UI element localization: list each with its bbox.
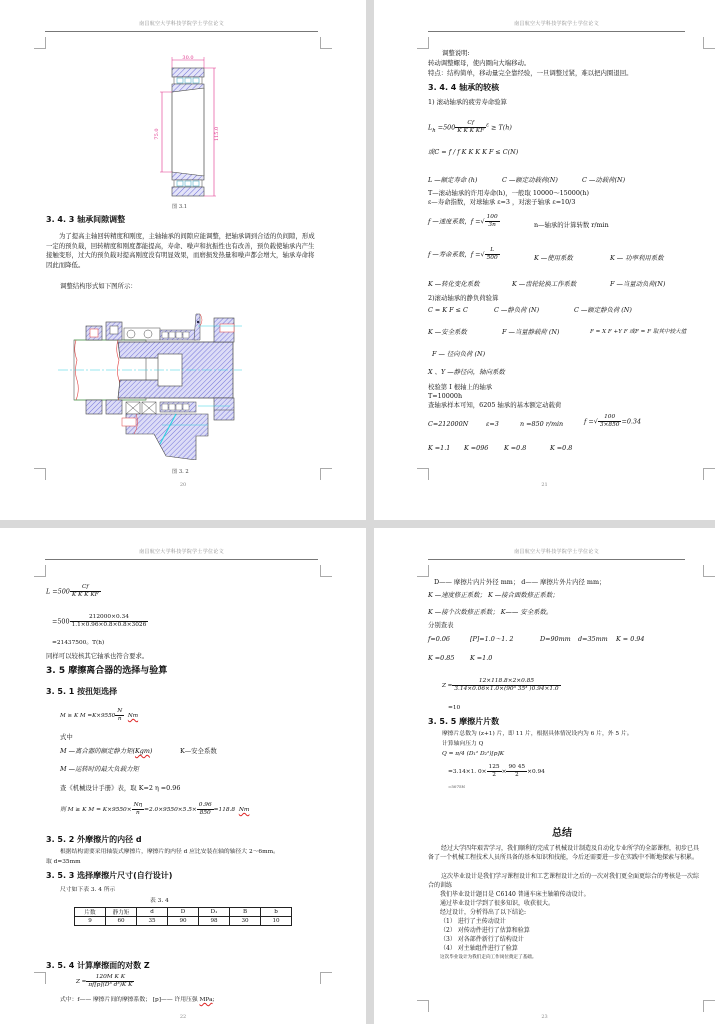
page-header: 南昌航空大学科技学院学士学位论文 bbox=[428, 20, 685, 32]
formula-Z: Z = $\frac{\text{120M K K}}{\text{πf[p](D³ d³)K K}}$ bbox=[76, 974, 133, 988]
summary-paragraph: 这次毕业设计是我们学习课程设计和工艺课程设计之后的一次对我们更全面更综合的考核是一次综合的训练 bbox=[428, 873, 700, 889]
formula-Mj: M ≥ K M =K×9550 $\frac{N}{n}$ Nm bbox=[60, 708, 139, 722]
table-header-cell: 片数 bbox=[75, 908, 106, 917]
def-F: F —当量动负荷(N) bbox=[610, 280, 666, 288]
def-Mjmax: M —运转时的最大负载力矩 bbox=[60, 765, 139, 773]
value-D: D=90mm bbox=[540, 635, 571, 643]
paragraph: 根据结构需要采用轴装式摩擦片，摩擦片的内径 d 应比安装在轴的轴径大 2～6mm。 bbox=[60, 849, 279, 855]
document-page-20 bbox=[0, 0, 366, 520]
formula-Q-result: =5075N bbox=[448, 784, 466, 789]
summary-line: 这次毕业设计为我们走向工作岗位奠定了基础。 bbox=[440, 955, 537, 960]
value-p: [P]=1.0～1. 2 bbox=[470, 635, 514, 643]
table-cell: 10 bbox=[261, 917, 292, 926]
crop-mark-top-left bbox=[417, 565, 429, 577]
def-Fr: F — 径向负荷 (N) bbox=[432, 350, 486, 358]
def-Kzp: K — 功率利用系数 bbox=[610, 254, 664, 262]
crop-mark-bottom-right bbox=[703, 468, 715, 480]
text-line: 尺寸如下表 3. 4 所示 bbox=[60, 887, 116, 893]
dimension-label-75: 75.0 bbox=[154, 128, 160, 140]
conclusion-item: （4） 对主轴组件进行了验算 bbox=[440, 945, 518, 952]
value-KA: K =1.1 bbox=[428, 444, 451, 452]
def-Mj: M —离合器的额定静力矩(Kgm) bbox=[60, 747, 153, 755]
table-header-cell: D₁ bbox=[199, 908, 230, 917]
formula-Lh: $L_h =500$ $\frac{Cf}{\text{K K K KF}}$ $^\varepsilon$ ≥ T(h) bbox=[428, 120, 512, 134]
text-line: 转动调整螺母，使内圈向大端移动。 bbox=[428, 59, 531, 67]
value-Kzp: K =0.8 bbox=[504, 444, 527, 452]
text-line: 特点：结构简单，移动量完全靠经验，一旦调整过紧，难以把内圈退回。 bbox=[428, 69, 633, 77]
formula-Q-calc: =3.14×1. 0× $\frac{125}{2}$ × $\frac{90 45}{2}$ ×0.94 bbox=[448, 764, 545, 778]
page-header: 南昌航空大学科技学院学士学位论文 bbox=[428, 548, 685, 560]
crop-mark-top-left bbox=[34, 565, 46, 577]
value-d: d=35mm bbox=[578, 635, 608, 643]
summary-line: 通过毕业设计学到了很多知识，收获很大。 bbox=[440, 900, 555, 907]
spindle-assembly-figure bbox=[58, 310, 242, 460]
page-number: 20 bbox=[179, 482, 187, 488]
summary-paragraph: 经过大学四年艰苦学习，我们顺利的完成了机械设计制造及自动化专业所学的全部课程，初步已具备了一个机械工程技术人员所具备的基本知识和技能，今后还需要进一步在实践中不断地探索与积累。 bbox=[428, 845, 700, 861]
def-C: C —额定动载荷(N) bbox=[502, 176, 558, 184]
section-heading: 3. 4. 3 轴承间隙调整 bbox=[46, 215, 126, 224]
conclusion-item: （2） 对传动件进行了估算和验算 bbox=[440, 927, 530, 934]
document-page-23 bbox=[374, 528, 715, 1024]
value-f: f=0.06 bbox=[428, 635, 450, 643]
crop-mark-top-right bbox=[703, 565, 715, 577]
value-fn: f =√ $\frac{100}{3\times 850}$ =0.34 bbox=[584, 414, 642, 428]
table-caption: 表 3. 4 bbox=[150, 898, 169, 904]
def-C0j: C —静负荷 (N) bbox=[494, 306, 540, 314]
page-number: 22 bbox=[179, 1014, 187, 1020]
formula-Mj-calc: 则 M ≥ K M = K×9550× $\frac{N\eta}{n}$ =2.0×9550×5.5× $\frac{0.96}{850}$ =118.8 Nm bbox=[60, 802, 250, 816]
conclusion-item: （3） 对各部件新行了结构设计 bbox=[440, 936, 524, 943]
figure-caption: 图 3.1 bbox=[172, 204, 188, 210]
conclusion-item: （1） 进行了主传动设计 bbox=[440, 918, 506, 925]
def-Ks: K —安全系数 bbox=[428, 328, 467, 336]
def-C0: C —额定静负荷 (N) bbox=[574, 306, 632, 314]
def-n: n—轴承的计算转数 r/min bbox=[534, 221, 609, 229]
dimension-label-30: 30.0 bbox=[182, 55, 194, 61]
formula-Lh-calc: =500 $\frac{212000\times 0.34}{1.1\times 0.96\times 0.8\times 0.8\times 3026}$ bbox=[52, 614, 147, 628]
section-heading: 3. 5. 4 计算摩擦面的对数 Z bbox=[46, 961, 150, 970]
section-heading: 3. 5. 5 摩擦片片数 bbox=[428, 717, 500, 726]
bearing-section-figure bbox=[150, 52, 230, 202]
section-heading: 3. 5 摩擦离合器的选择与验算 bbox=[46, 666, 168, 676]
formula-Z-result: =10 bbox=[448, 705, 461, 711]
crop-mark-bottom-left bbox=[417, 1000, 429, 1012]
paragraph: 调整结构形式如下图所示： bbox=[60, 282, 137, 290]
table-header-cell: D bbox=[168, 908, 199, 917]
crop-mark-bottom-left bbox=[34, 972, 46, 984]
crop-mark-top-left bbox=[34, 37, 46, 49]
text-line: T=10000h bbox=[428, 392, 463, 400]
def-fn: f —速度系数，f =√ $\frac{100}{3n}$ bbox=[428, 214, 498, 228]
crop-mark-bottom-right bbox=[703, 1000, 715, 1012]
crop-mark-bottom-left bbox=[417, 468, 429, 480]
figure-caption: 图 3. 2 bbox=[172, 469, 189, 475]
crop-mark-top-left bbox=[417, 37, 429, 49]
section-heading: 3. 5. 3 选择摩擦片尺寸(自行设计) bbox=[46, 871, 173, 880]
crop-mark-bottom-right bbox=[320, 468, 332, 480]
value-Kz: K =0.85 bbox=[428, 654, 455, 662]
def-Km: K —接个次数修正系数； K—— 安全系数。 bbox=[428, 608, 553, 616]
table-header-cell: b bbox=[261, 908, 292, 917]
friction-plate-table bbox=[74, 907, 292, 926]
value-epsilon: ε=3 bbox=[486, 420, 499, 428]
list-item: 1) 滚动轴承的疲劳寿命验算 bbox=[428, 98, 507, 106]
text-line: 同样可以较核其它轴承也符合要求。 bbox=[46, 652, 149, 660]
page-header: 南昌航空大学科技学院学士学位论文 bbox=[45, 548, 318, 560]
text-line: 调整说明: bbox=[442, 49, 470, 57]
def-Kl: K —齿轮轮换工作系数 bbox=[512, 280, 577, 288]
def-Kn: K —转化变化系数 bbox=[428, 280, 480, 288]
section-heading: 3. 5. 2 外摩擦片的内径 d bbox=[46, 835, 142, 844]
def-D: D—— 摩擦片内片外径 mm； d—— 摩擦片外片内径 mm； bbox=[434, 578, 606, 586]
def-epsilon: ε—寿命指数，对球轴承 ε=3 ，对滚子轴承 ε=10/3 bbox=[428, 198, 576, 206]
text-line: 查轴承样本可知，6205 轴承的基本额定动载荷 bbox=[428, 401, 562, 409]
section-heading: 3. 5. 1 按扭矩选择 bbox=[46, 687, 118, 696]
formula-Lh-result: =21437500。T(h) bbox=[52, 640, 105, 646]
paragraph: 摩擦片总数为 (z+1) 片，即 11 片，根据具体情况设内为 6 片，外 5 片。 bbox=[442, 731, 633, 737]
formula-Cj: 或C = f / f K K K K F ≤ C(N) bbox=[428, 148, 519, 156]
value-n: n =850 r/min bbox=[520, 420, 564, 428]
def-K: K—安全系数 bbox=[180, 747, 217, 755]
value-Km: K =1.0 bbox=[470, 654, 493, 662]
def-Kv: K —速度修正系数； K —接合面数修正系数； bbox=[428, 591, 559, 599]
text-line: 查《机械设计手册》表，取 K=2 η =0.96 bbox=[60, 784, 181, 792]
list-item: 2)滚动轴承的静负荷验算 bbox=[428, 294, 499, 302]
text-line: 取 d=35mm bbox=[46, 859, 81, 865]
table-header-cell: B bbox=[230, 908, 261, 917]
page-header: 南昌航空大学科技学院学士学位论文 bbox=[45, 20, 318, 32]
document-page-22 bbox=[0, 528, 366, 1024]
section-heading: 3. 4. 4 轴承的较核 bbox=[428, 83, 500, 92]
table-header-row bbox=[75, 908, 292, 917]
text-line: 式中 bbox=[60, 733, 73, 741]
crop-mark-bottom-left bbox=[34, 468, 46, 480]
formula-F0: F = X F +Y F 或F = F 取其中较大值 bbox=[590, 329, 687, 335]
summary-title: 总结 bbox=[552, 828, 572, 839]
text-line: 计算轴向压力 Q bbox=[442, 741, 484, 747]
value-C: C=212000N bbox=[428, 420, 469, 428]
table-row bbox=[75, 917, 292, 926]
crop-mark-top-right bbox=[320, 565, 332, 577]
summary-line: 我们毕业设计题目是 C6140 普通车床主轴箱传动设计。 bbox=[440, 891, 590, 898]
value-Kl: K =0.8 bbox=[550, 444, 573, 452]
formula-Lh: L =500 $\frac{Cf}{\text{K K K KF}}$ bbox=[46, 584, 99, 598]
formula-static: C = K F ≤ C bbox=[428, 306, 468, 314]
formula-Z-calc: Z = $\frac{12\times 118.8\times 2\times 0.85}{\text{3.14×0.06×1.0×(90³ 35³ )0.94×1.0}}$ bbox=[442, 678, 559, 692]
text-line: 式中：f—— 摩擦片间的摩擦系数； [p]—— 许用压强 MPa; bbox=[60, 997, 215, 1003]
value-Kv: K = 0.94 bbox=[616, 635, 645, 643]
def-XY: X 、Y —静径向，轴向系数 bbox=[428, 368, 505, 376]
value-Kn: K =096 bbox=[464, 444, 489, 452]
page-number: 23 bbox=[541, 1014, 548, 1020]
def-T: T—滚动轴承的许用寿命(h)，一般取 10000～15000(h) bbox=[428, 189, 590, 197]
def-Cj: C —动载荷(N) bbox=[582, 176, 626, 184]
crop-mark-top-right bbox=[703, 37, 715, 49]
def-Lh: L —额定寿命 (h) bbox=[428, 176, 478, 184]
dimension-label-115: 115.0 bbox=[214, 126, 220, 142]
page-number: 21 bbox=[541, 482, 548, 488]
def-fh: f —寿命系数，f =√ $\frac{L}{500}$ bbox=[428, 247, 498, 261]
table-header-cell: 静力矩 bbox=[106, 908, 137, 917]
table-cell: 9 bbox=[75, 917, 106, 926]
table-cell: 98 bbox=[199, 917, 230, 926]
summary-line: 经过设计，分析得出了以下结论: bbox=[440, 909, 527, 916]
crop-mark-top-right bbox=[320, 37, 332, 49]
paragraph: 为了提高主轴回转精度和刚度，主轴轴承的间隙应能调整，把轴承调到合适的负间隙，形成一定的预负载，回转精度和刚度都能提高，寿命、噪声和抗振性也有改善，预负载使轴承内产生接触变形，过大的预负载对提高刚度没有明显效果，而磨损发热量和噪声都会增大，轴承寿命将因此而降低。 bbox=[46, 232, 315, 269]
table-header-cell: d bbox=[137, 908, 168, 917]
formula-Q: Q = π/4 (D₁² D₂²)[p]K bbox=[442, 751, 505, 757]
table-cell: 35 bbox=[137, 917, 168, 926]
crop-mark-bottom-right bbox=[320, 972, 332, 984]
def-KA: K —使用系数 bbox=[534, 254, 573, 262]
table-cell: 60 bbox=[106, 917, 137, 926]
table-cell: 90 bbox=[168, 917, 199, 926]
document-page-21 bbox=[374, 0, 715, 520]
text-line: 校验第 I 根轴上的轴承 bbox=[428, 383, 493, 391]
text-line: 分别查表 bbox=[428, 621, 454, 629]
table-cell: 30 bbox=[230, 917, 261, 926]
def-F0: F —当量静载荷 (N) bbox=[502, 328, 560, 336]
